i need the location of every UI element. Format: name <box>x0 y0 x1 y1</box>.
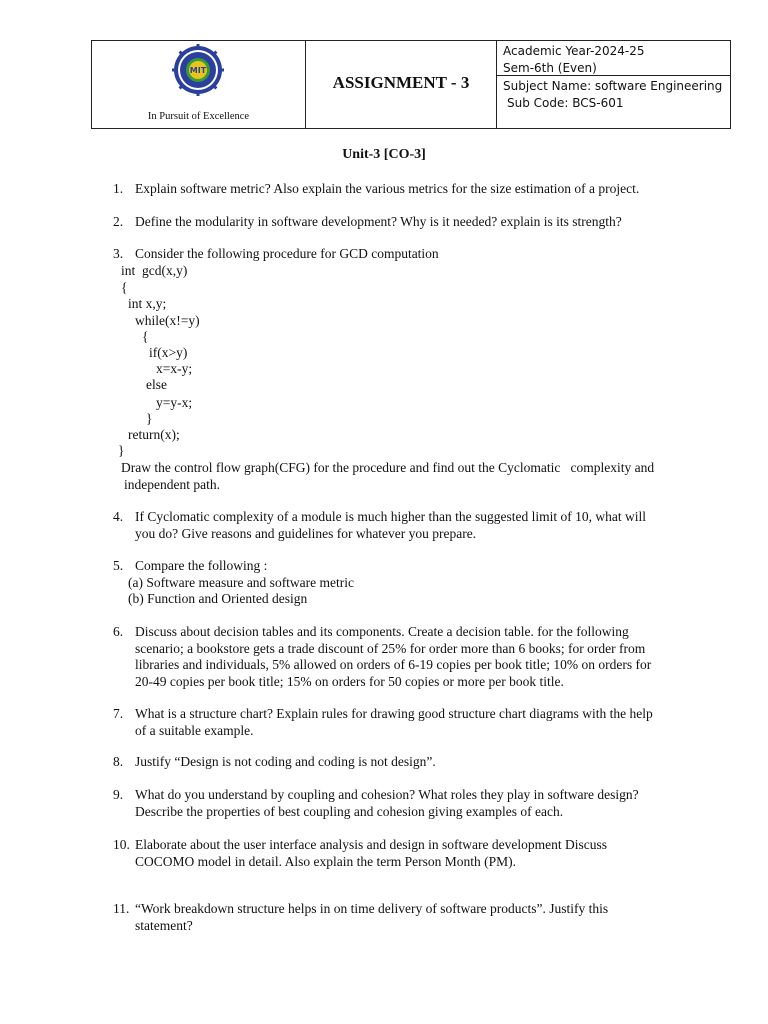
question-text-line: 20-49 copies per book title; 15% on orders for 50 copies or more per book title. <box>135 673 564 689</box>
question-text: Define the modularity in software development? Why is it needed? explain is its strength? <box>135 214 622 229</box>
question-number: 10. <box>113 837 130 852</box>
academic-year: Academic Year-2024-25 <box>503 44 645 58</box>
logo-text: MIT <box>189 66 207 75</box>
institution-motto: In Pursuit of Excellence <box>147 111 250 122</box>
question-text-line: What is a structure chart? Explain rules for drawing good structure chart diagrams with the help <box>135 706 653 721</box>
question-text-line: libraries and individuals, 5% allowed on orders of 6-19 copies per book title; 10% on orders for <box>135 657 652 672</box>
question-10 <box>113 837 683 870</box>
subject-info <box>497 76 730 112</box>
question-text-line: scenario; a bookstore gets a trade discount of 25% for order more than 6 books; for order from <box>135 640 646 656</box>
title-cell <box>306 41 497 128</box>
unit-heading: Unit-3 [CO-3] <box>342 147 426 162</box>
question-number: 5. <box>113 558 124 573</box>
question-number: 8. <box>113 754 124 769</box>
session-info <box>497 41 730 76</box>
question-5-part-b: (b) Function and Oriented design <box>128 591 308 606</box>
question-5 <box>113 558 683 575</box>
question-number: 2. <box>113 214 124 229</box>
question-text: Explain software metric? Also explain the various metrics for the size estimation of a project. <box>135 181 640 196</box>
question-3-instruction: Draw the control flow graph(CFG) for the procedure and find out the Cyclomatic complexity and <box>121 460 655 475</box>
question-text-line: Describe the properties of best coupling and cohesion giving examples of each. <box>135 803 564 819</box>
question-text-line: Elaborate about the user interface analysis and design in software development Discuss <box>135 837 607 852</box>
question-text-line: If Cyclomatic complexity of a module is much higher than the suggested limit of 10, what will <box>135 509 647 524</box>
code-line: { <box>121 280 128 295</box>
question-text-line: What do you understand by coupling and cohesion? What roles they play in software design? <box>135 787 639 802</box>
question-number: 1. <box>113 181 124 196</box>
question-5-part-a: (a) Software measure and software metric <box>128 575 355 590</box>
question-text-line: COCOMO model in detail. Also explain the term Person Month (PM). <box>135 853 516 869</box>
code-line: else <box>146 377 167 392</box>
code-line: return(x); <box>128 427 180 442</box>
logo-cell <box>92 41 306 128</box>
question-9 <box>113 787 683 820</box>
code-line: int x,y; <box>128 296 167 311</box>
question-number: 4. <box>113 509 124 524</box>
question-text-line: you do? Give reasons and guidelines for whatever you prepare. <box>135 525 477 541</box>
question-text: Justify “Design is not coding and coding is not design”. <box>135 754 436 769</box>
header-table <box>91 40 731 129</box>
semester: Sem-6th (Even) <box>503 61 597 75</box>
code-line: } <box>118 443 125 458</box>
question-text-line: Discuss about decision tables and its components. Create a decision table. for the following <box>135 624 629 639</box>
question-text: Consider the following procedure for GCD computation <box>135 246 439 261</box>
question-8 <box>113 754 683 771</box>
question-number: 7. <box>113 706 124 721</box>
question-7 <box>113 706 683 739</box>
question-text-line: of a suitable example. <box>135 722 254 738</box>
question-4 <box>113 509 683 542</box>
code-line: if(x>y) <box>149 345 188 360</box>
question-3-instruction-cont: independent path. <box>124 477 220 492</box>
subject-name: Subject Name: software Engineering <box>503 79 723 93</box>
question-3 <box>113 246 683 263</box>
question-6 <box>113 624 683 690</box>
question-number: 9. <box>113 787 124 802</box>
info-cell <box>497 41 730 128</box>
subject-code: Sub Code: BCS-601 <box>507 96 624 110</box>
code-line: while(x!=y) <box>135 313 200 328</box>
question-text-line: statement? <box>135 917 193 933</box>
code-line: x=x-y; <box>156 361 193 376</box>
institution-seal-icon <box>172 44 224 96</box>
code-line: } <box>146 411 153 426</box>
code-line: y=y-x; <box>156 395 193 410</box>
code-line: { <box>142 329 149 344</box>
question-11 <box>113 901 683 934</box>
assignment-title: ASSIGNMENT - 3 <box>332 72 470 92</box>
question-number: 3. <box>113 246 124 261</box>
question-2 <box>113 214 683 231</box>
question-number: 6. <box>113 624 124 639</box>
question-text-line: “Work breakdown structure helps in on time delivery of software products”. Justify this <box>135 901 609 916</box>
code-line: int gcd(x,y) <box>121 263 188 278</box>
question-1 <box>113 181 683 198</box>
question-text: Compare the following : <box>135 558 268 573</box>
question-number: 11. <box>113 901 130 916</box>
